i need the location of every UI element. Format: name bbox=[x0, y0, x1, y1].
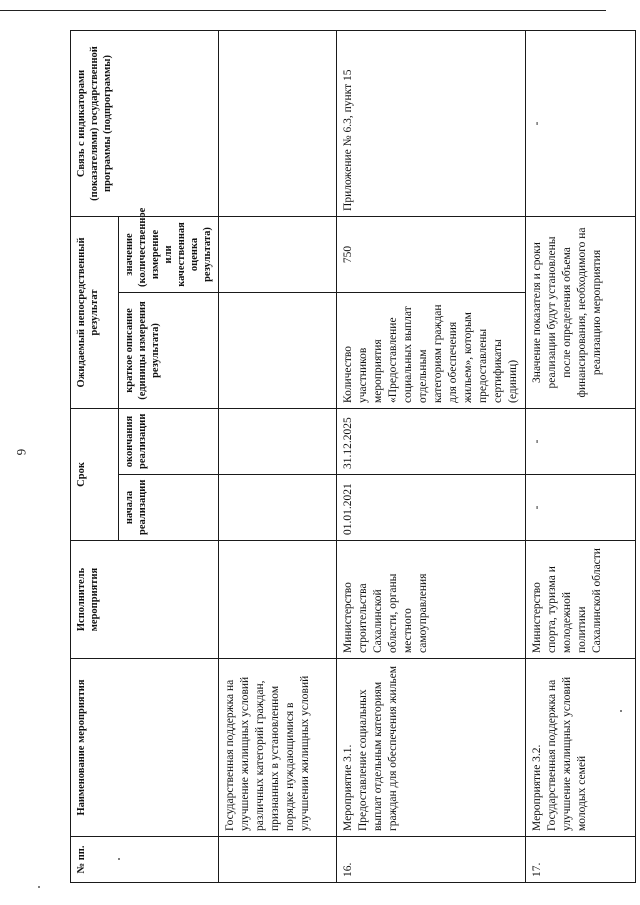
scan-speck bbox=[38, 886, 40, 888]
row-value: 750 bbox=[337, 216, 526, 292]
row-start: 01.01.2021 bbox=[337, 475, 526, 541]
row-executor: Министерство строительства Сахалинской области, органы местного самоуправления bbox=[337, 541, 526, 659]
scan-speck bbox=[620, 710, 622, 712]
header-link: Связь с индикаторами (показателями) государственной программы (подпрограммы) bbox=[71, 30, 219, 216]
row-executor: Министерство спорта, туризма и молодежной политики Сахалинской области bbox=[526, 541, 636, 659]
header-term-start: начала реализации bbox=[119, 475, 219, 541]
row-link: - bbox=[526, 30, 636, 216]
row-start bbox=[219, 475, 337, 541]
row-link bbox=[219, 30, 337, 216]
row-num bbox=[219, 837, 337, 883]
top-rule bbox=[0, 10, 606, 11]
row-executor bbox=[219, 541, 337, 659]
table-row bbox=[219, 30, 337, 882]
row-end bbox=[219, 408, 337, 474]
row-name: Мероприятие 3.2. Государственная поддержка на улучшение жилищных условий молодых семей bbox=[526, 659, 636, 837]
row-name: Государственная поддержка на улучшение жилищных условий различных категорий граждан, признанных в установленном порядке нуждающимися в улучшении жилищных условий bbox=[219, 659, 337, 837]
row-desc-merged: Значение показателя и сроки реализации будут установлены после определения объема финансирования, необходимого на реализацию мероприятия bbox=[526, 216, 636, 408]
table-row bbox=[337, 30, 526, 882]
measures-table bbox=[70, 30, 636, 883]
header-term-end: окончания реализации bbox=[119, 408, 219, 474]
header-name: Наименование мероприятия bbox=[71, 659, 219, 837]
row-value bbox=[219, 216, 337, 292]
table-row bbox=[526, 30, 636, 882]
row-num: 16. bbox=[337, 837, 526, 883]
header-num: № пп. bbox=[71, 837, 219, 883]
row-start: - bbox=[526, 475, 636, 541]
page-number: 6 bbox=[14, 448, 29, 456]
header-expected: Ожидаемый непосредственный результат bbox=[71, 216, 119, 408]
row-end: 31.12.2025 bbox=[337, 408, 526, 474]
header-term: Срок bbox=[71, 408, 119, 540]
row-name: Мероприятие 3.1. Предоставление социальных выплат отдельным категориям граждан для обеспечения жильем bbox=[337, 659, 526, 837]
rotated-table-wrapper bbox=[70, 31, 620, 883]
header-expected-desc: краткое описание (единицы измерения результата) bbox=[119, 292, 219, 408]
row-end: - bbox=[526, 408, 636, 474]
row-desc bbox=[219, 292, 337, 408]
row-link: Приложение № 6.3, пункт 15 bbox=[337, 30, 526, 216]
header-executor: Исполнитель мероприятия bbox=[71, 541, 219, 659]
row-num: 17. bbox=[526, 837, 636, 883]
header-expected-value: значение (количественное измерение или качественная оценка результата) bbox=[119, 216, 219, 292]
row-desc: Количество участников мероприятия «Предоставление социальных выплат отдельным категориям граждан для обеспечения жильем», которым предоставлены сертификаты (единиц) bbox=[337, 292, 526, 408]
scan-speck bbox=[118, 858, 120, 860]
